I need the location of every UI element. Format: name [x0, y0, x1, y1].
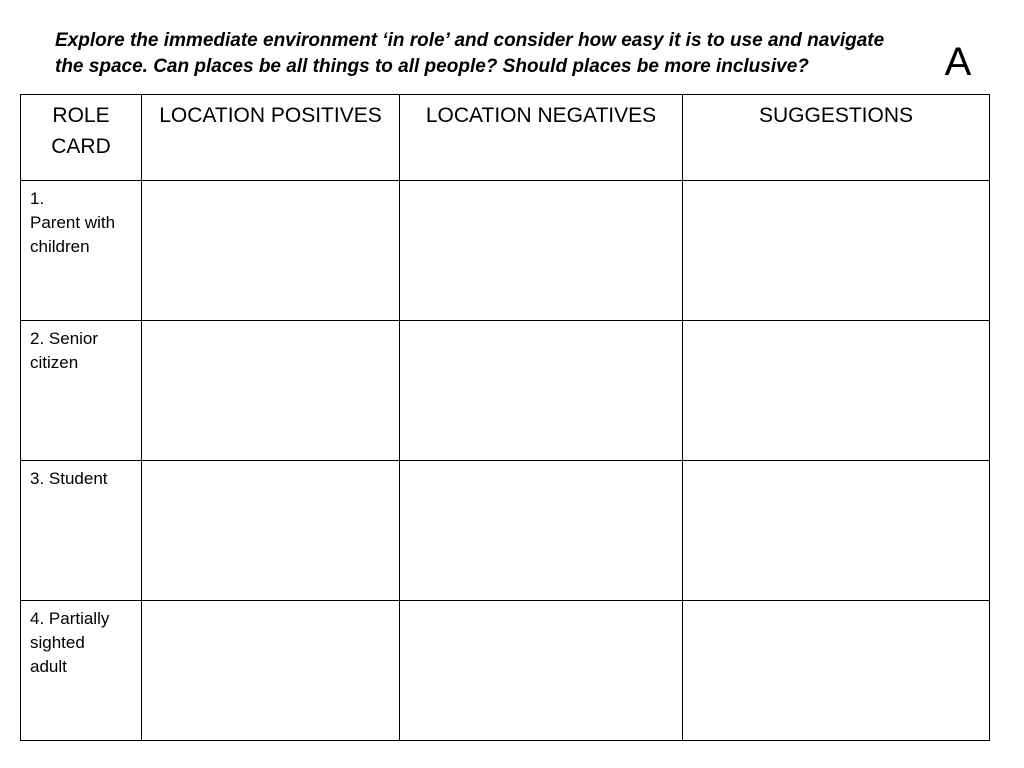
header-suggestions: SUGGESTIONS — [683, 95, 990, 181]
suggestions-cell[interactable] — [683, 601, 990, 741]
table-row — [21, 181, 990, 321]
header-location-positives: LOCATION POSITIVES — [142, 95, 400, 181]
role-card-line: sighted — [30, 633, 85, 652]
role-card-cell — [21, 181, 142, 321]
role-card-line: 1. — [30, 189, 45, 208]
role-card-line: Parent with — [30, 213, 116, 232]
suggestions-cell[interactable] — [683, 461, 990, 601]
role-card-line: 4. Partially — [30, 609, 110, 628]
positives-cell[interactable] — [142, 181, 400, 321]
header-role-card-line-1: ROLE — [52, 104, 110, 127]
instructions-text — [55, 28, 935, 80]
positives-cell[interactable] — [142, 461, 400, 601]
role-card-cell — [21, 321, 142, 461]
role-card-line: citizen — [30, 353, 79, 372]
role-card-line: children — [30, 237, 90, 256]
role-card-line: 3. Student — [30, 469, 108, 488]
instructions-line-1: Explore the immediate environment ‘in role’ and consider how easy it is to use and navigate — [55, 30, 885, 51]
suggestions-cell[interactable] — [683, 321, 990, 461]
table-header-row — [21, 95, 990, 181]
header-role-card-line-2: CARD — [51, 135, 111, 158]
positives-cell[interactable] — [142, 601, 400, 741]
suggestions-cell[interactable] — [683, 181, 990, 321]
instructions-line-2: the space. Can places be all things to all people? Should places be more inclusive? — [55, 56, 809, 77]
table-row — [21, 461, 990, 601]
role-card-line: 2. Senior — [30, 329, 99, 348]
negatives-cell[interactable] — [400, 461, 683, 601]
table-row — [21, 601, 990, 741]
header-role-card — [21, 95, 142, 181]
table-row — [21, 321, 990, 461]
header-location-negatives: LOCATION NEGATIVES — [400, 95, 683, 181]
role-card-table — [20, 94, 990, 741]
role-card-cell — [21, 461, 142, 601]
positives-cell[interactable] — [142, 321, 400, 461]
negatives-cell[interactable] — [400, 321, 683, 461]
sheet-letter: A — [944, 40, 972, 84]
negatives-cell[interactable] — [400, 601, 683, 741]
negatives-cell[interactable] — [400, 181, 683, 321]
role-card-cell — [21, 601, 142, 741]
role-card-line: adult — [30, 657, 67, 676]
